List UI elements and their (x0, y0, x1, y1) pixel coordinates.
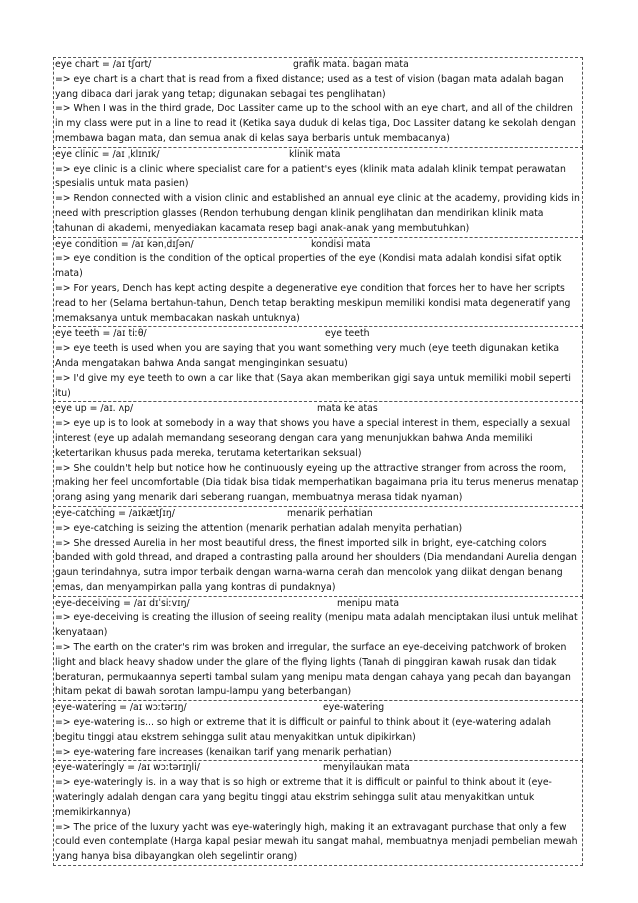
headword: eye teeth = /aɪ tiːθ/ (55, 328, 147, 340)
entry-eye-watering (53, 700, 583, 761)
entry-header (55, 327, 581, 342)
example: => She dressed Aurelia in her most beautiful dress, the finest imported silk in bright, eye-catching colors banded with gold thread, and draped a contrasting palla around her shoulders (Dia mendandani Aurelia dengan gaun terindahnya, sutra impor terbaik dengan warna-warna cerah dan mencolok yang diikat dengan benang emas, dan menyampirkan palla yang kontras di pundaknya) (55, 537, 577, 593)
translation: grafik mata. bagan mata (293, 59, 409, 70)
definition: => eye-catching is seizing the attention (menarik perhatian adalah menyita perhatian) (55, 522, 463, 534)
entry-header (55, 148, 581, 163)
headword: eye chart = /aɪ tʃɑrt/ (55, 59, 152, 70)
entry-header (55, 402, 581, 417)
entry-eye-chart (53, 57, 583, 148)
definition: => eye-deceiving is creating the illusion of seeing reality (menipu mata adalah menciptakan ilusi untuk melihat kenyataan) (55, 612, 578, 639)
example: => The earth on the crater's rim was broken and irregular, the surface an eye-deceiving patchwork of broken light and black heavy shadow under the glare of the flying lights (Tanah di pinggiran kawah rusak dan tidak beraturan, permukaannya seperti tambal sulam yang menipu mata dengan cahaya yang pecah dan bayangan hitam pekat di bawah sorotan lampu-lampu yang beterbangan) (55, 642, 571, 698)
translation: menipu mata (337, 597, 400, 609)
definition: => eye chart is a chart that is read from a fixed distance; used as a test of vision (bagan mata adalah bagan yang dibaca dari jarak yang tetap; digunakan sebagai tes penglihatan) (55, 73, 564, 100)
example: => The price of the luxury yacht was eye-wateringly high, making it an extravagant purchase that only a few could even contemplate (Harga kapal pesiar mewah itu sangat mahal, membuatnya menjadi pembelian mewah yang hanya bisa dibayangkan oleh segelintir orang) (55, 821, 578, 863)
entry-eye-condition (53, 237, 583, 328)
translation: kondisi mata (311, 238, 371, 250)
translation: eye teeth (325, 328, 370, 340)
example: => When I was in the third grade, Doc Lassiter came up to the school with an eye chart, and all of the children in my class were put in a line to read it (Ketika saya duduk di kelas tiga, Doc Lassiter datang ke sekolah dengan membawa bagan mata, dan semua anak di kelas saya berbaris untuk membacanya) (55, 103, 576, 144)
entry-eye-up (53, 401, 583, 507)
entry-header (55, 761, 581, 776)
definition: => eye-wateringly is. in a way that is so high or extreme that it is difficult or painful to think about it (eye-wateringly adalah dengan cara yang begitu tinggi atau ekstrim sehingga sulit atau menyakitkan untuk memikirkannya) (55, 777, 552, 818)
entry-eye-wateringly (53, 760, 583, 866)
entry-eye-clinic (53, 147, 583, 238)
entry-header (55, 701, 581, 716)
translation: menarik perhatian (287, 507, 373, 519)
headword: eye-catching = /aɪkætʃɪŋ/ (55, 507, 175, 519)
entry-eye-deceiving (53, 596, 583, 702)
definition: => eye up is to look at somebody in a way that shows you have a special interest in them, especially a sexual interest (eye up adalah memandang seseorang dengan cara yang menunjukkan bahwa Anda memiliki ketertarikan khusus pada mereka, terutama ketertarikan seksual) (55, 418, 571, 459)
translation: eye-watering (323, 702, 385, 714)
headword: eye-deceiving = /aɪ dɪˈsiːvɪŋ/ (55, 597, 190, 609)
translation: klinik mata (289, 148, 341, 160)
entry-eye-teeth (53, 326, 583, 402)
example: => Rendon connected with a vision clinic and established an annual eye clinic at the academy, providing kids in need with prescription glasses (Rendon terhubung dengan klinik penglihatan dan mendirikan klinik mata tahunan di akademi, menyediakan kacamata resep bagi anak-anak yang membutuhkan) (55, 193, 580, 234)
headword: eye-wateringly = /aɪ wɔːtərɪŋli/ (55, 762, 200, 774)
definition: => eye teeth is used when you are saying that you want something very much (eye teeth digunakan ketika Anda mengatakan bahwa Anda sangat menginginkan sesuatu) (55, 343, 560, 369)
example: => She couldn't help but notice how he continuously eyeing up the attractive stranger from across the room, making her feel uncomfortable (Dia tidak bisa tidak memperhatikan bagaimana pria itu terus menerus menatap orang asing yang menarik dari seberang ruangan, membuatnya merasa tidak nyaman) (55, 462, 579, 504)
headword: eye up = /aɪ. ʌp/ (55, 403, 134, 415)
headword: eye condition = /aɪ kənˌdɪʃən/ (55, 238, 194, 250)
definition: => eye condition is the condition of the optical properties of the eye (Kondisi mata adalah kondisi sifat optik mata) (55, 253, 562, 280)
example: => I'd give my eye teeth to own a car like that (Saya akan memberikan gigi saya untuk memiliki mobil seperti itu) (55, 372, 571, 399)
entry-header (55, 58, 581, 73)
entry-eye-catching (53, 506, 583, 597)
entry-header (55, 507, 581, 522)
entry-header (55, 238, 581, 253)
example: => For years, Dench has kept acting despite a degenerative eye condition that forces her to have her scripts read to her (Selama bertahun-tahun, Dench tetap berakting meskipun memiliki kondisi mata degeneratif yang memaksanya untuk membacakan naskah untuknya) (55, 282, 571, 324)
example: => eye-watering fare increases (kenaikan tarif yang menarik perhatian) (55, 746, 392, 758)
definition: => eye-watering is... so high or extreme that it is difficult or painful to think about it (eye-watering adalah begitu tinggi atau ekstrem sehingga sulit atau menyakitkan untuk dipikirkan) (55, 717, 551, 743)
definition: => eye clinic is a clinic where specialist care for a patient's eyes (klinik mata adalah klinik tempat perawatan spesialis untuk mata pasien) (55, 163, 566, 190)
translation: mata ke atas (317, 403, 378, 415)
headword: eye-watering = /aɪ wɔːtərɪŋ/ (55, 702, 187, 714)
vocabulary-list (53, 58, 583, 866)
headword: eye clinic = /aɪ ˌklɪnɪk/ (55, 148, 160, 160)
translation: menyilaukan mata (323, 762, 410, 774)
entry-header (55, 597, 581, 612)
